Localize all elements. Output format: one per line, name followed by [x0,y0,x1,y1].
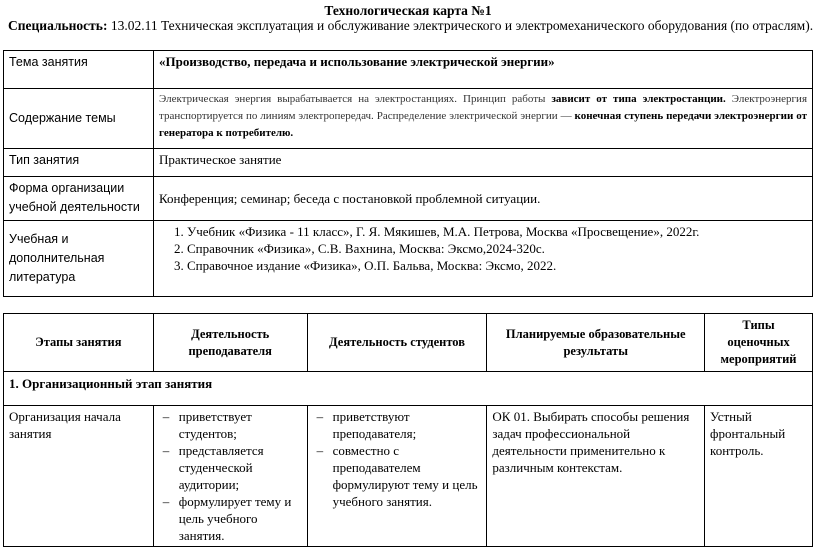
info-label: Форма организации учебной деятельности [4,177,154,221]
info-label: Тип занятия [4,149,154,177]
content-bold: зависит от типа электростанции. [551,93,726,105]
info-label: Содержание темы [4,89,154,149]
lesson-stages-table [3,313,813,547]
planned-results: ОК 01. Выбирать способы решения задач профессиональной деятельности применительно к различным контекстам. [487,406,705,547]
header-students: Деятельность студентов [307,314,487,372]
header-results: Планируемые образовательные результаты [487,314,705,372]
specialty-value: 13.02.11 Техническая эксплуатация и обслуживание электрического и электромеханического оборудования (по отраслям). [110,18,814,33]
teacher-activity-list [159,408,302,544]
info-value [154,89,813,149]
literature-item: 2. Справочник «Физика», С.В. Вахнина, Москва: Эксмо,2024-320с. [187,240,807,257]
info-value: «Производство, передача и использование электрической энергии» [154,51,813,89]
info-label: Тема занятия [4,51,154,89]
student-activity-list [313,408,482,510]
content-text: Электрическая энергия вырабатывается на электростанциях. Принцип работы [159,93,552,105]
list-item: – представляется студенческой аудитории; [179,442,302,493]
content-bold: конечная ступень передачи электроэнергии от генератора к потребителю. [159,110,807,139]
info-row-form [4,177,813,221]
specialty-label: Специальность: [8,18,108,33]
header-stages: Этапы занятия [4,314,154,372]
info-row-type [4,149,813,177]
info-value [154,221,813,297]
stages-header-row [4,314,813,372]
student-activity [307,406,487,547]
info-value: Конференция; семинар; беседа с постановкой проблемной ситуации. [154,177,813,221]
literature-list [159,223,807,274]
info-row-topic [4,51,813,89]
literature-item: 1. Учебник «Физика - 11 класс», Г. Я. Мякишев, М.А. Петрова, Москва «Просвещение», 2022г. [187,223,807,240]
info-label: Учебная и дополнительная литература [4,221,154,297]
list-item: – совместно с преподавателем формулируют тему и цель учебного занятия. [333,442,482,510]
info-row-literature [4,221,813,297]
section-row [4,372,813,406]
list-item: – приветствуют преподавателя; [333,408,482,442]
info-row-content [4,89,813,149]
stage-name: Организация начала занятия [4,406,154,547]
header-assessment: Типы оценочных мероприятий [705,314,813,372]
list-item: – приветствует студентов; [179,408,302,442]
stage-row [4,406,813,547]
section-title: 1. Организационный этап занятия [4,372,813,406]
document-title: Технологическая карта №1 [324,3,492,18]
list-item: – формулирует тему и цель учебного занятия. [179,493,302,544]
info-value: Практическое занятие [154,149,813,177]
header-teacher: Деятельность преподавателя [153,314,307,372]
teacher-activity [153,406,307,547]
literature-item: 3. Справочное издание «Физика», О.П. Бальва, Москва: Эксмо, 2022. [187,257,807,274]
assessment-type: Устный фронтальный контроль. [705,406,813,547]
lesson-info-table [3,50,813,297]
content-text: Электроэнергия транспортируется по линиям электропередач. Распределение электрической энергии — [159,93,808,122]
specialty-line [8,18,813,34]
